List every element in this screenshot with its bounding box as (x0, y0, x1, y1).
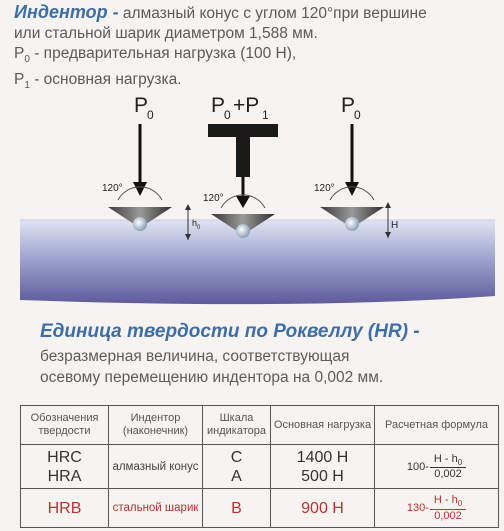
svg-text:1: 1 (262, 108, 269, 122)
hardness-table (20, 405, 499, 528)
intro-line-1-rest: алмазный конус с углом 120°при вершине (118, 5, 427, 22)
header-designation: Обозначения твердости (21, 406, 109, 445)
section-heading: Единица твердости по Роквеллу (HR) - (40, 321, 420, 342)
load-label-2: P (211, 94, 226, 117)
test-material (20, 220, 495, 304)
svg-text:0: 0 (147, 108, 154, 122)
p-symbol: P (14, 45, 25, 62)
intro-line-3 (14, 44, 504, 70)
indenter-preload (102, 94, 172, 231)
p-symbol: P (14, 71, 25, 89)
svg-text:0: 0 (197, 225, 201, 231)
p-subscript: 1 (24, 80, 30, 92)
h0-label: h (192, 218, 198, 228)
cell-designation: HRC HRA (21, 445, 109, 489)
desc-line-2: осевому перемещению индентора на 0,002 мм. (40, 369, 384, 386)
header-formula: Расчетная формула (375, 406, 499, 445)
cell-scale: C A (203, 445, 271, 489)
table-header-row (21, 406, 499, 445)
header-scale: Шкала индикатора (203, 406, 271, 445)
main-load-text: - основная нагрузка. (29, 71, 182, 89)
intro-text (14, 2, 504, 96)
cell-formula (375, 489, 499, 528)
indenter-after-unload (314, 94, 398, 238)
formula: 100- $\frac{H - h_0}{0,002}$ (407, 453, 466, 480)
rockwell-diagram (0, 88, 504, 310)
indenter-term: Индентор - (14, 2, 119, 22)
svg-text:0: 0 (354, 108, 361, 122)
section-description (40, 346, 383, 388)
h-label: H (391, 220, 399, 231)
formula: 130- $\frac{H - h_0}{0,002}$ (407, 494, 466, 521)
cell-load: 1400 Н 500 Н (271, 445, 375, 489)
cell-formula (375, 445, 499, 489)
intro-line-2: или стальной шарик диаметром 1,588 мм. (14, 25, 318, 42)
cell-indenter: алмазный конус (109, 445, 203, 489)
load-label-1: P (134, 94, 149, 117)
header-load: Основная нагрузка (271, 406, 375, 445)
intro-line-1 (14, 2, 504, 24)
angle-label-2: 120° (203, 193, 224, 204)
cell-indenter: стальной шарик (109, 489, 203, 528)
header-indenter: Индентор (наконечник) (109, 406, 203, 445)
angle-label-3: 120° (314, 183, 335, 194)
preload-text: - предварительная нагрузка (100 Н), (29, 45, 297, 62)
load-label-3: P (341, 94, 356, 117)
p-subscript: 0 (24, 54, 30, 66)
cell-load: 900 Н (271, 489, 375, 528)
angle-label-1: 120° (102, 183, 123, 194)
cell-designation: HRB (21, 489, 109, 528)
table-row (21, 445, 499, 489)
cell-scale: B (203, 489, 271, 528)
table-row (21, 489, 499, 528)
desc-line-1: безразмерная величина, соответствующая (40, 348, 350, 365)
svg-text:+P: +P (233, 94, 260, 117)
indenter-full-load (185, 94, 278, 240)
svg-text:0: 0 (224, 108, 231, 122)
